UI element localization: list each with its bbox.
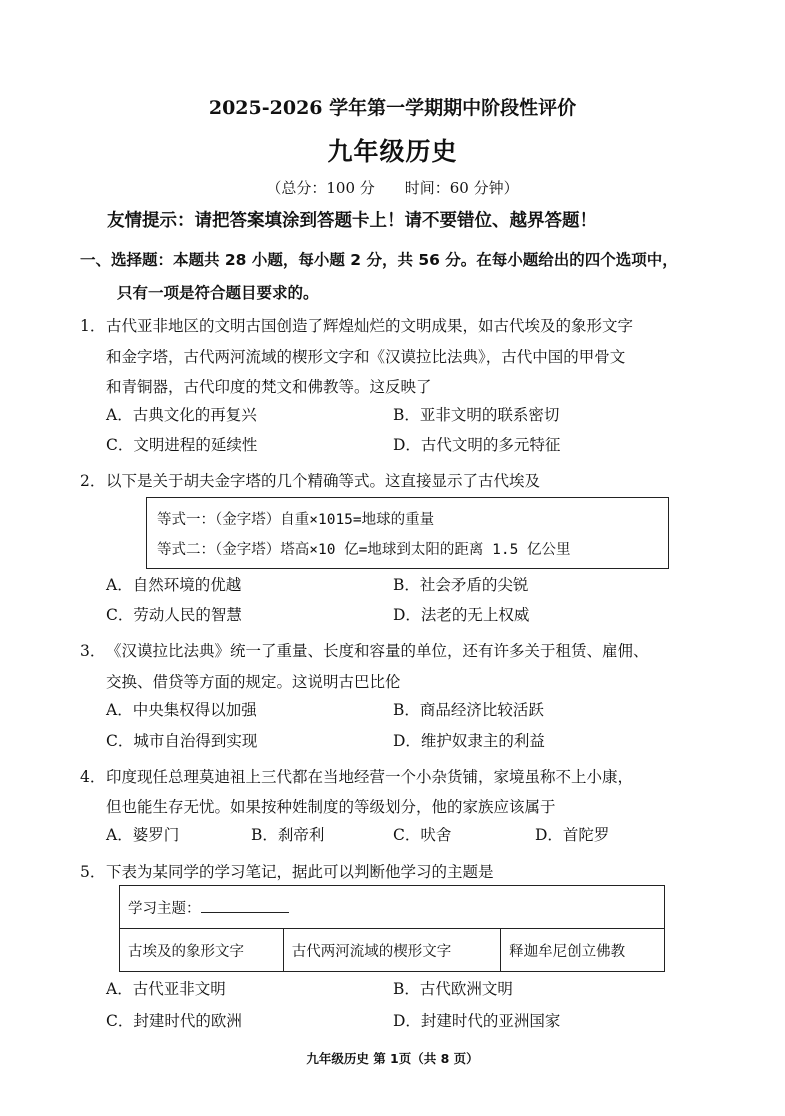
topic-label: 学习主题： — [128, 900, 201, 917]
question-text: 下表为某同学的学习笔记，据此可以判断他学习的主题是 — [106, 863, 494, 881]
equation-box — [146, 497, 669, 569]
option-d[interactable]: D．维护奴隶主的利益 — [393, 732, 545, 750]
equation-1: 等式一：（金字塔）自重×1015=地球的重量 — [157, 512, 435, 528]
page-footer: 九年级历史 第 1页（共 8 页） — [306, 1051, 479, 1066]
option-d[interactable]: D．法老的无上权威 — [393, 606, 530, 624]
option-a[interactable]: A．古典文化的再复兴 — [106, 406, 257, 424]
exam-meta: （总分：100 分 时间：60 分钟） — [266, 179, 519, 197]
tip-line: 友情提示：请把答案填涂到答题卡上！请不要错位、越界答题！ — [107, 211, 597, 231]
option-b[interactable]: B．商品经济比较活跃 — [393, 701, 544, 719]
question-text: 印度现任总理莫迪祖上三代都在当地经营一个小杂货铺，家境虽称不上小康， — [106, 768, 634, 786]
equation-2: 等式二：（金字塔）塔高×10 亿=地球到太阳的距离 1.5 亿公里 — [157, 542, 571, 558]
question-number: 1． — [80, 317, 106, 335]
option-c[interactable]: C．劳动人民的智慧 — [106, 606, 242, 624]
study-notes-table — [119, 885, 665, 972]
question-text: 《汉谟拉比法典》统一了重量、长度和容量的单位，还有许多关于租赁、雇佣、 — [106, 642, 649, 660]
exam-title: 2025-2026 学年第一学期期中阶段性评价 — [208, 97, 577, 119]
option-a[interactable]: A．婆罗门 — [106, 826, 180, 844]
option-c[interactable]: C．封建时代的欧洲 — [106, 1012, 242, 1030]
section-heading: 一、选择题：本题共 28 小题，每小题 2 分，共 56 分。在每小题给出的四个选项中， — [80, 251, 678, 269]
question-number: 4． — [80, 768, 106, 786]
option-b[interactable]: B．古代欧洲文明 — [393, 980, 513, 998]
table-cell: 古代两河流域的楔形文字 — [283, 929, 500, 972]
question-text: 但也能生存无忧。如果按种姓制度的等级划分，他的家族应该属于 — [106, 798, 556, 816]
option-b[interactable]: B．亚非文明的联系密切 — [393, 406, 560, 424]
question-text: 和青铜器，古代印度的梵文和佛教等。这反映了 — [106, 378, 432, 396]
option-b[interactable]: B．社会矛盾的尖锐 — [393, 576, 529, 594]
option-b[interactable]: B．刹帝利 — [251, 826, 325, 844]
question-text: 交换、借贷等方面的规定。这说明古巴比伦 — [106, 673, 401, 691]
question-number: 2． — [80, 472, 106, 490]
option-c[interactable]: C．吠舍 — [393, 826, 452, 844]
topic-blank — [201, 898, 289, 913]
option-a[interactable]: A．自然环境的优越 — [106, 576, 242, 594]
section-heading-cont: 只有一项是符合题目要求的。 — [117, 284, 319, 302]
option-d[interactable]: D．首陀罗 — [535, 826, 610, 844]
option-d[interactable]: D．古代文明的多元特征 — [393, 436, 561, 454]
option-d[interactable]: D．封建时代的亚洲国家 — [393, 1012, 561, 1030]
question-text: 和金字塔，古代两河流域的楔形文字和《汉谟拉比法典》，古代中国的甲骨文 — [106, 348, 626, 366]
question-text: 古代亚非地区的文明古国创造了辉煌灿烂的文明成果，如古代埃及的象形文字 — [106, 317, 634, 335]
option-a[interactable]: A．中央集权得以加强 — [106, 701, 257, 719]
question-text: 以下是关于胡夫金字塔的几个精确等式。这直接显示了古代埃及 — [106, 472, 541, 490]
table-topic-row — [120, 886, 665, 929]
option-c[interactable]: C．城市自治得到实现 — [106, 732, 258, 750]
question-number: 3． — [80, 642, 106, 660]
subject-title: 九年级历史 — [327, 137, 458, 166]
question-number: 5． — [80, 863, 106, 881]
table-cell: 释迦牟尼创立佛教 — [501, 929, 665, 972]
option-c[interactable]: C．文明进程的延续性 — [106, 436, 258, 454]
table-cell: 古埃及的象形文字 — [120, 929, 284, 972]
option-a[interactable]: A．古代亚非文明 — [106, 980, 226, 998]
